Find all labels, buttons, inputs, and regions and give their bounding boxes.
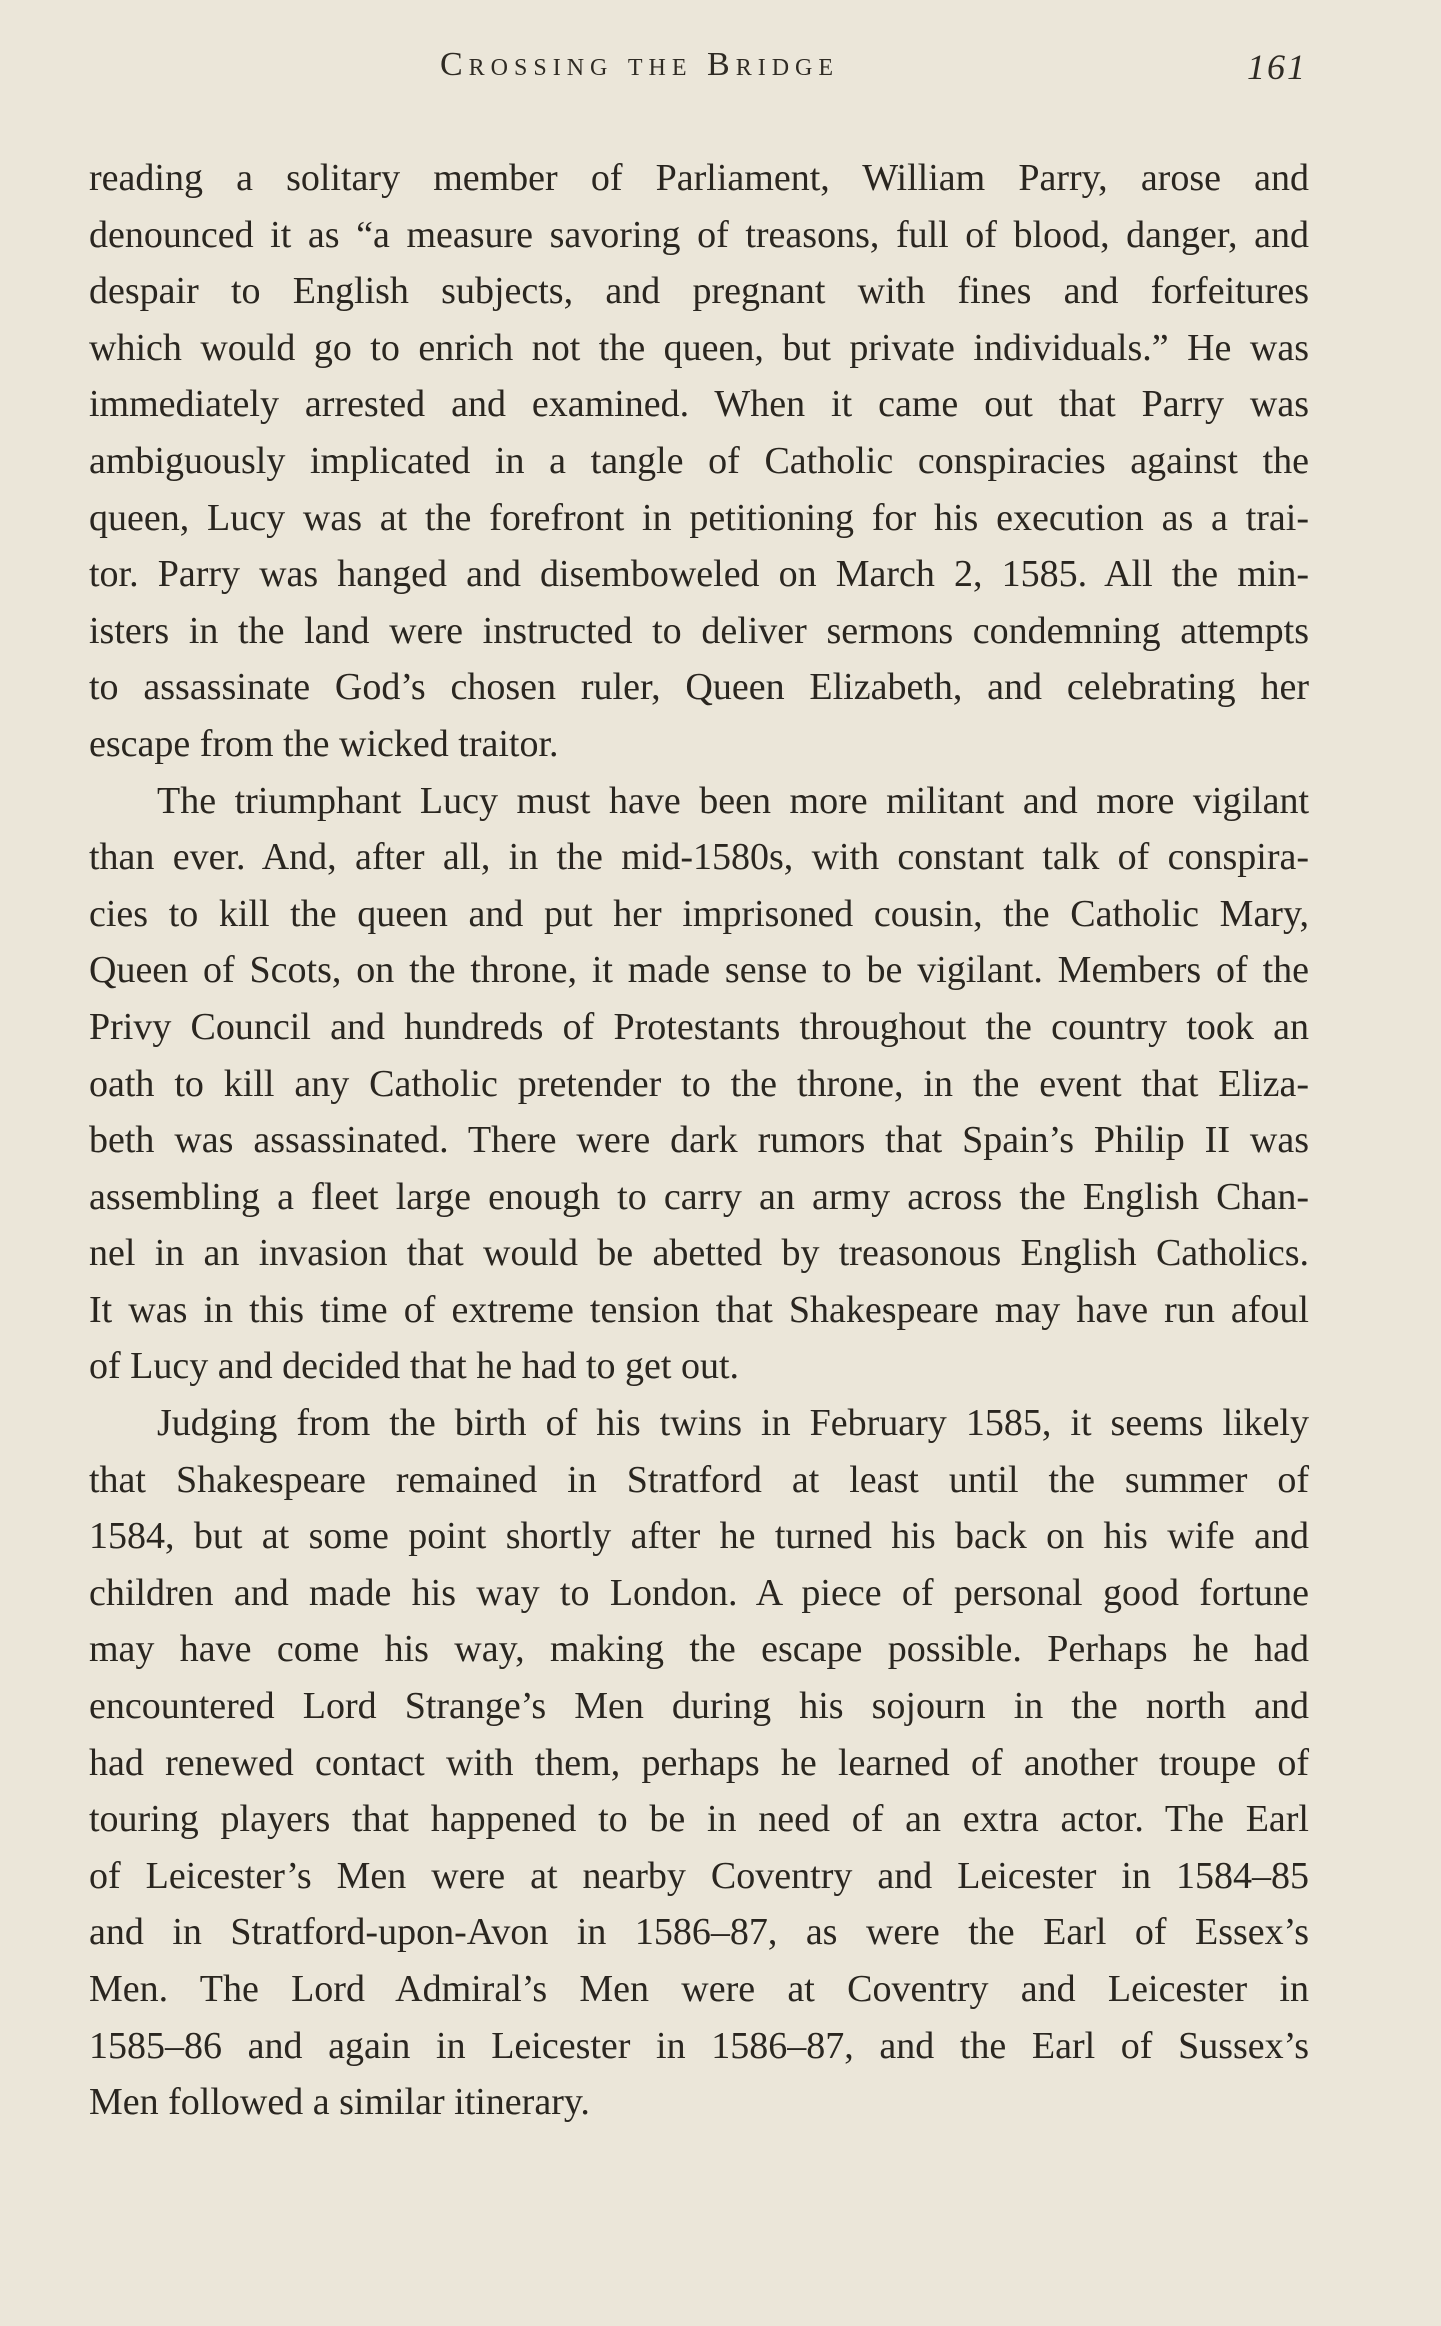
text-line: 1584, but at some point shortly after he turned his back on his wife and <box>89 1515 1309 1558</box>
text-line: than ever. And, after all, in the mid-1580s, with constant talk of conspira- <box>89 836 1309 879</box>
text-line: queen, Lucy was at the forefront in petitioning for his execution as a trai- <box>89 496 1309 539</box>
text-line: that Shakespeare remained in Stratford at least until the summer of <box>89 1458 1309 1501</box>
text-line: beth was assassinated. There were dark rumors that Spain’s Philip II was <box>89 1119 1309 1162</box>
text-line: may have come his way, making the escape possible. Perhaps he had <box>89 1628 1309 1671</box>
page-number: 161 <box>1247 47 1307 87</box>
paragraph-2 <box>89 773 1309 1396</box>
text-line: oath to kill any Catholic pretender to the throne, in the event that Eliza- <box>89 1062 1309 1105</box>
text-line: of Lucy and decided that he had to get out. <box>89 1345 740 1388</box>
body-text <box>89 150 1309 2131</box>
paragraph-1 <box>89 150 1309 773</box>
text-line: It was in this time of extreme tension that Shakespeare may have run afoul <box>89 1288 1309 1331</box>
text-line: ambiguously implicated in a tangle of Catholic conspiracies against the <box>89 439 1309 482</box>
text-line: tor. Parry was hanged and disemboweled on March 2, 1585. All the min- <box>89 553 1309 596</box>
text-line: Men. The Lord Admiral’s Men were at Coventry and Leicester in <box>89 1968 1309 2010</box>
text-line: to assassinate God’s chosen ruler, Queen Elizabeth, and celebrating her <box>89 666 1309 709</box>
text-line: Men followed a similar itinerary. <box>89 2081 590 2124</box>
text-line: Queen of Scots, on the throne, it made sense to be vigilant. Members of the <box>89 949 1309 992</box>
text-line: cies to kill the queen and put her imprisoned cousin, the Catholic Mary, <box>89 892 1309 935</box>
text-line: had renewed contact with them, perhaps he learned of another troupe of <box>89 1741 1309 1784</box>
paragraph-3 <box>89 1395 1309 2131</box>
text-line: The triumphant Lucy must have been more militant and more vigilant <box>157 779 1309 822</box>
text-line: encountered Lord Strange’s Men during his sojourn in the north and <box>89 1685 1309 1728</box>
text-line: children and made his way to London. A piece of personal good fortune <box>89 1571 1309 1614</box>
text-line: assembling a fleet large enough to carry an army across the English Chan- <box>89 1175 1309 1218</box>
text-line: despair to English subjects, and pregnant with fines and forfeitures <box>89 270 1309 313</box>
text-line: immediately arrested and examined. When it came out that Parry was <box>89 383 1309 426</box>
text-line: Judging from the birth of his twins in February 1585, it seems likely <box>157 1402 1309 1445</box>
text-line: of Leicester’s Men were at nearby Coventry and Leicester in 1584–85 <box>89 1854 1309 1897</box>
text-line: and in Stratford-upon-Avon in 1586–87, as were the Earl of Essex’s <box>89 1911 1309 1954</box>
text-line: reading a solitary member of Parliament, William Parry, arose and <box>89 157 1309 199</box>
text-line: Privy Council and hundreds of Protestants throughout the country took an <box>89 1005 1309 1048</box>
text-line: nel in an invasion that would be abetted by treasonous English Catholics. <box>89 1232 1309 1275</box>
text-line: denounced it as “a measure savoring of treasons, full of blood, danger, and <box>89 213 1309 256</box>
text-line: which would go to enrich not the queen, but private individuals.” He was <box>89 326 1309 369</box>
text-line: 1585–86 and again in Leicester in 1586–87, and the Earl of Sussex’s <box>89 2024 1309 2067</box>
text-line: touring players that happened to be in need of an extra actor. The Earl <box>89 1798 1309 1841</box>
text-line: escape from the wicked traitor. <box>89 722 559 765</box>
text-line: isters in the land were instructed to deliver sermons condemning attempts <box>89 609 1309 652</box>
running-head-title: Crossing the Bridge <box>440 46 840 83</box>
